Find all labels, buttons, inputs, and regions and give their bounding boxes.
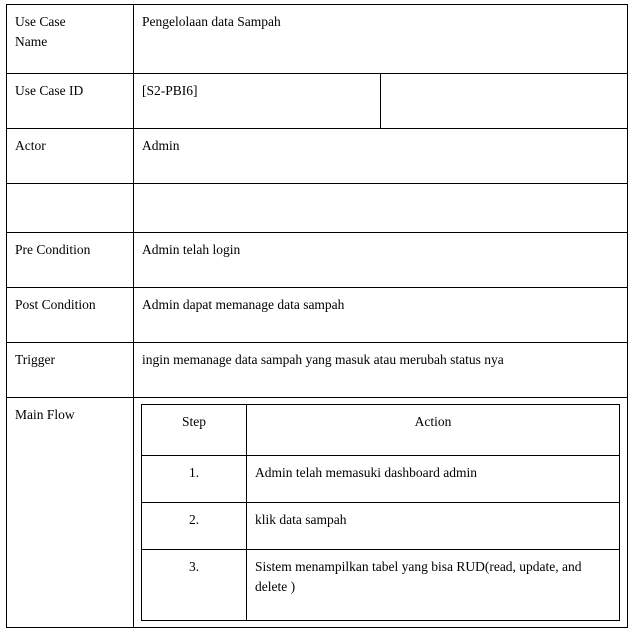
row-value-pre-condition: Admin telah login: [134, 233, 628, 288]
row-label-post-condition: Post Condition: [7, 288, 134, 343]
table-row-post-condition: [7, 288, 628, 343]
row-value-use-case-name: Pengelolaan data Sampah: [134, 5, 628, 74]
row-value-actor: Admin: [134, 129, 628, 184]
row-value-blank: [134, 184, 628, 233]
main-flow-step-number-2: 2.: [142, 503, 247, 550]
main-flow-row-1: [142, 456, 620, 503]
row-label-blank: [7, 184, 134, 233]
row-label-pre-condition: Pre Condition: [7, 233, 134, 288]
table-row-pre-condition: [7, 233, 628, 288]
table-row-blank: [7, 184, 628, 233]
main-flow-header-action: Action: [247, 405, 620, 456]
row-label-actor: Actor: [7, 129, 134, 184]
main-flow-header-step: Step: [142, 405, 247, 456]
use-case-name-label-line2: Name: [15, 33, 48, 49]
row-value-post-condition: Admin dapat memanage data sampah: [134, 288, 628, 343]
row-value-use-case-id-empty: [381, 74, 628, 129]
main-flow-row-2: [142, 503, 620, 550]
table-row-use-case-name: [7, 5, 628, 74]
row-label-use-case-name: [7, 5, 134, 74]
row-value-trigger: ingin memanage data sampah yang masuk atau merubah status nya: [134, 343, 628, 398]
main-flow-step-number-3: 3.: [142, 550, 247, 621]
main-flow-step-number-1: 1.: [142, 456, 247, 503]
row-label-trigger: Trigger: [7, 343, 134, 398]
table-row-actor: [7, 129, 628, 184]
main-flow-header-row: [142, 405, 620, 456]
table-row-trigger: [7, 343, 628, 398]
table-row-use-case-id: [7, 74, 628, 129]
main-flow-table: [141, 404, 620, 621]
use-case-name-label-line1: Use Case: [15, 14, 66, 29]
row-label-use-case-id: Use Case ID: [7, 74, 134, 129]
table-row-main-flow: [7, 398, 628, 628]
main-flow-row-3: [142, 550, 620, 621]
main-flow-step-action-3: Sistem menampilkan tabel yang bisa RUD(read, update, and delete ): [247, 550, 620, 621]
main-flow-step-action-1: Admin telah memasuki dashboard admin: [247, 456, 620, 503]
main-flow-container: [134, 398, 628, 628]
main-flow-step-action-2: klik data sampah: [247, 503, 620, 550]
use-case-table: [6, 4, 628, 628]
row-value-use-case-id: [S2-PBI6]: [134, 74, 381, 129]
row-label-main-flow: Main Flow: [7, 398, 134, 628]
